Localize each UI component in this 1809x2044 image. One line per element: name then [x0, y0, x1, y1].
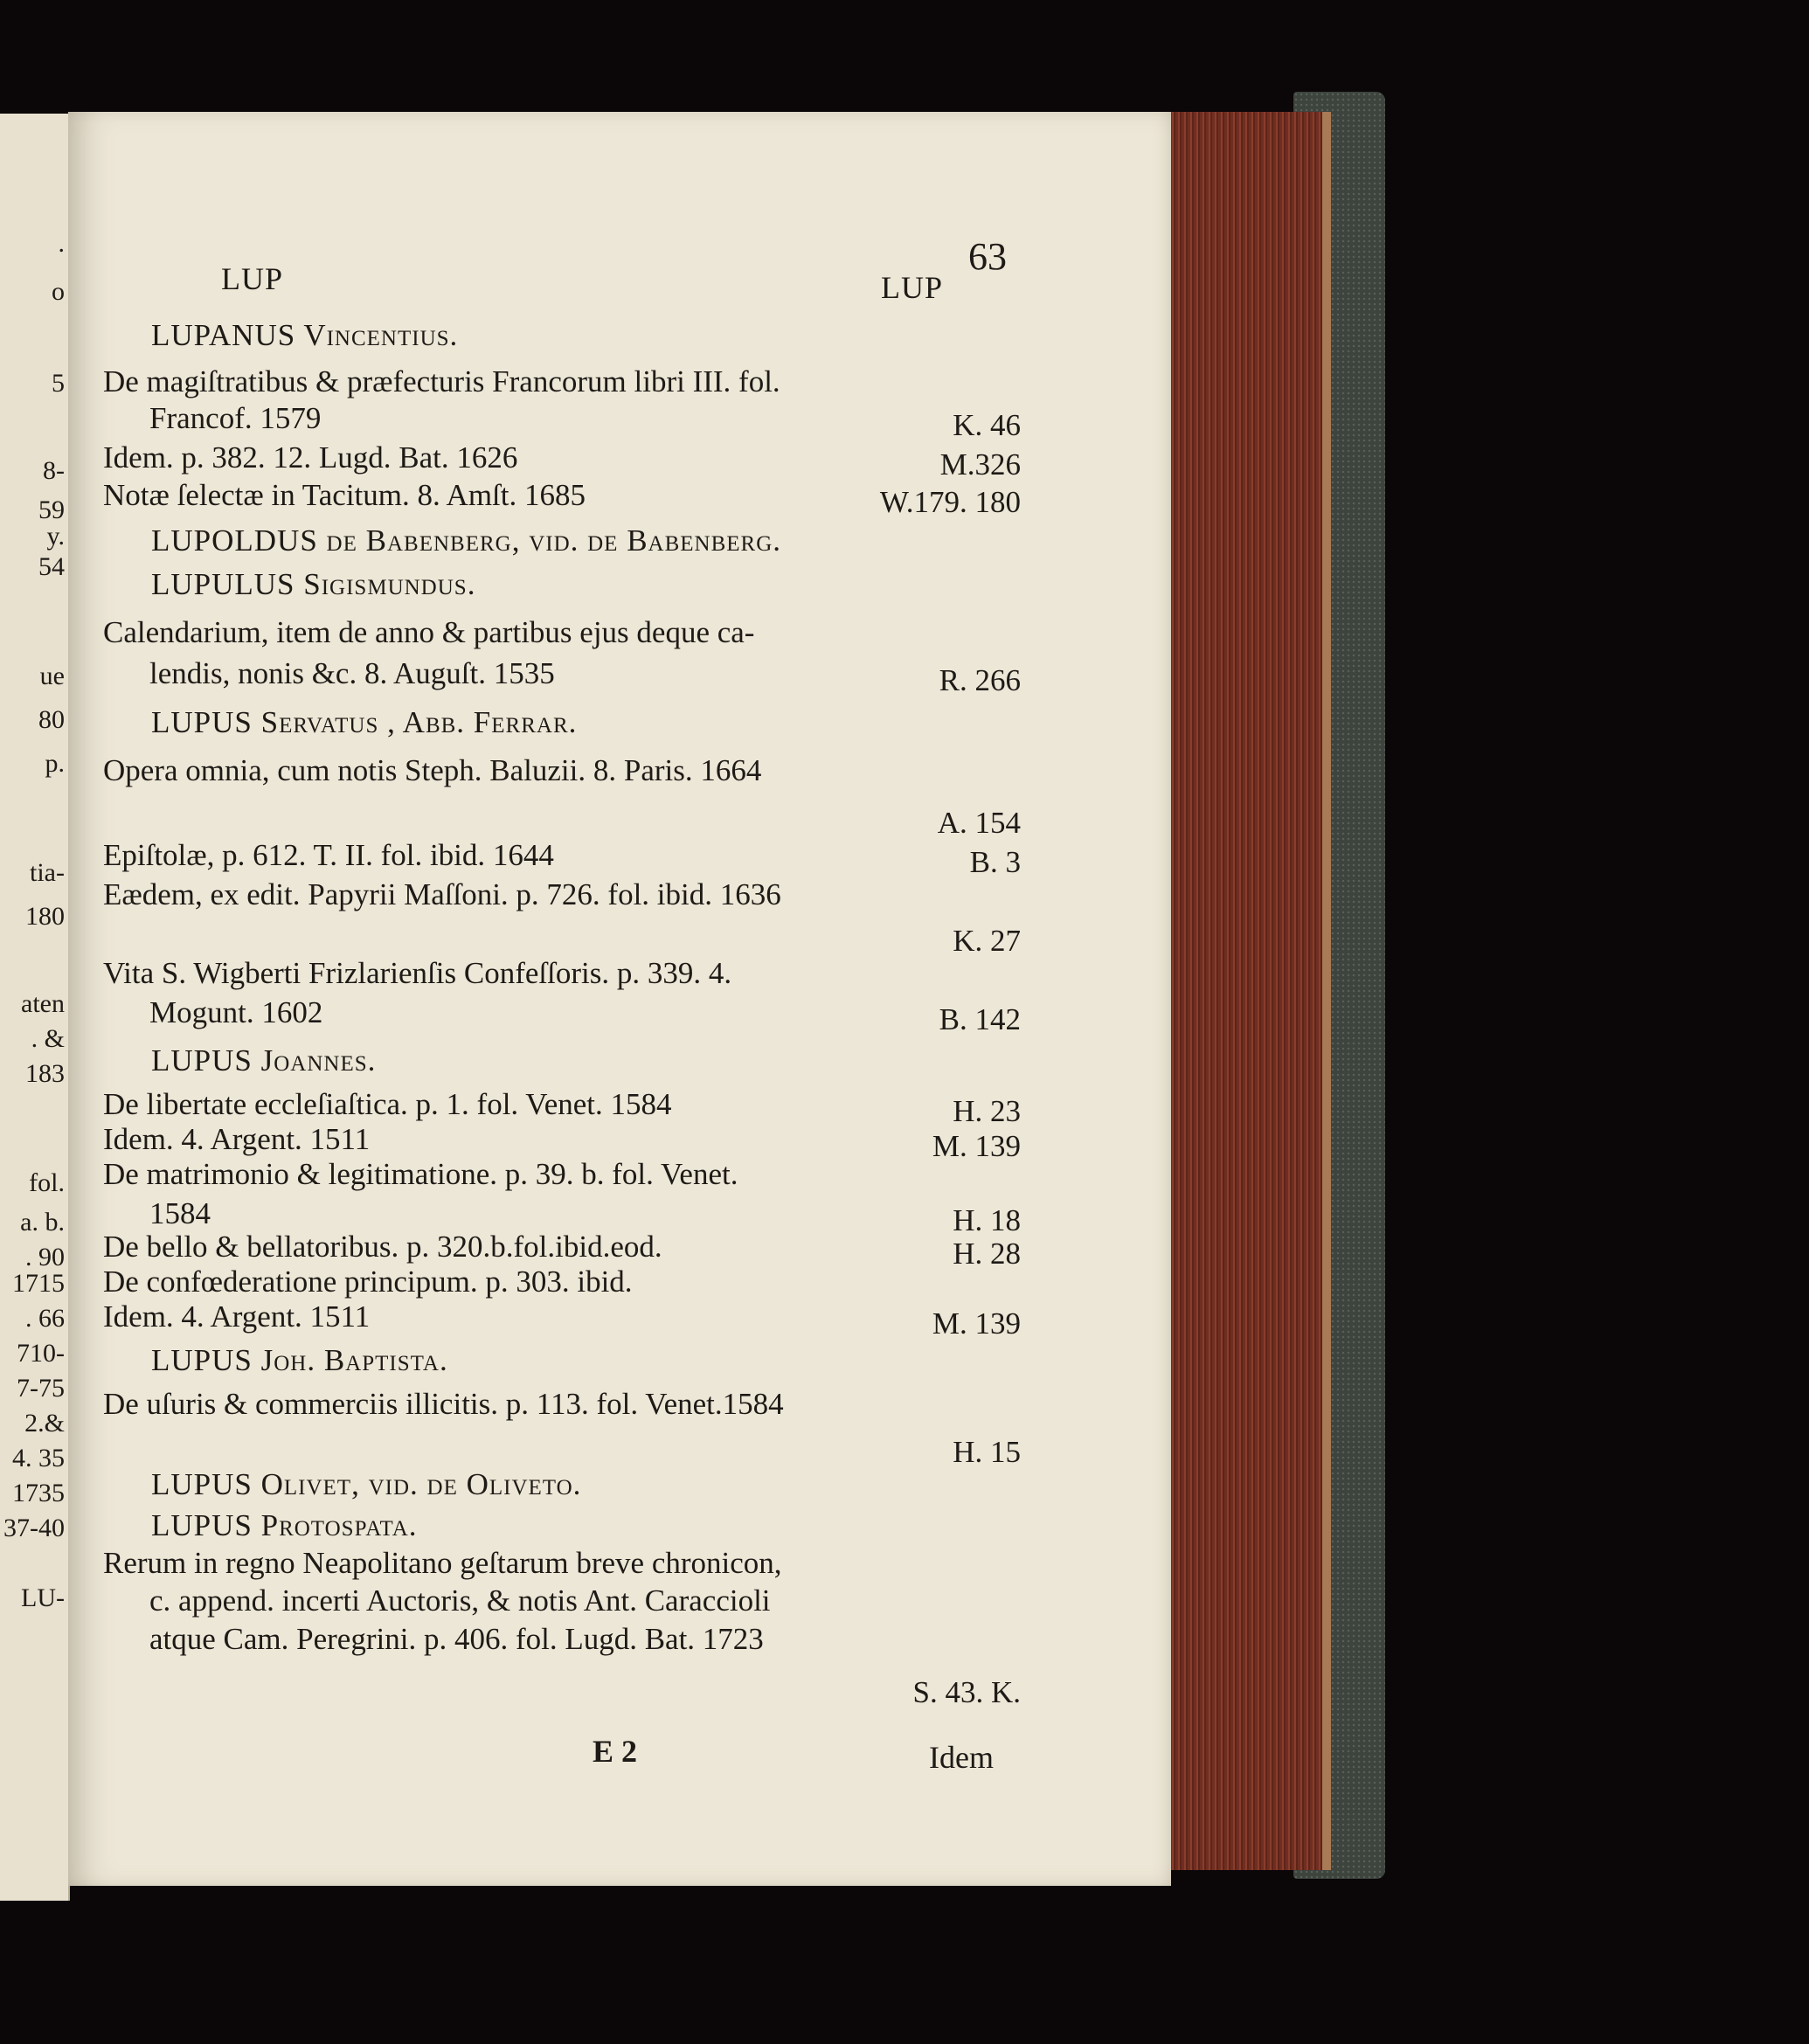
author-heading: LUPUS Olivet, vid. de Oliveto. — [151, 1467, 582, 1501]
author-heading: LUPUS Protoſpata. — [151, 1508, 418, 1542]
left-page-text-fragment: . 90 — [25, 1243, 65, 1271]
signature-mark: E 2 — [593, 1734, 638, 1769]
left-page-text-fragment: 1735 — [12, 1479, 65, 1507]
entry-line: Opera omnia, cum notis Steph. Baluzii. 8. Paris. 1664 — [103, 753, 762, 787]
left-page-text-fragment: 7-75 — [17, 1374, 65, 1403]
book-page — [68, 112, 1171, 1886]
left-page-text-fragment: 5 — [52, 369, 65, 398]
shelf-mark: W.179. 180 — [879, 485, 1021, 519]
left-page-text-fragment: 180 — [25, 902, 65, 931]
left-page-text-fragment: 80 — [38, 705, 65, 734]
shelf-mark: H. 23 — [953, 1094, 1021, 1128]
left-page-text-fragment: 37-40 — [3, 1514, 65, 1542]
author-heading: LUPUS Servatus , Abb. Ferrar. — [151, 705, 578, 739]
left-page-text-fragment: 59 — [38, 495, 65, 524]
entry-line: De libertate eccleſiaſtica. p. 1. fol. Venet. 1584 — [103, 1087, 672, 1121]
shelf-mark: H. 15 — [953, 1435, 1021, 1469]
left-page-text-fragment: 183 — [25, 1059, 65, 1088]
left-page-edge — [0, 114, 70, 1901]
left-page-text-fragment: 8- — [43, 456, 65, 485]
left-page-text-fragment: . & — [31, 1024, 65, 1053]
entry-line: Idem. p. 382. 12. Lugd. Bat. 1626 — [103, 440, 518, 475]
entry-line: Mogunt. 1602 — [149, 995, 323, 1029]
entry-line: Idem. 4. Argent. 1511 — [103, 1122, 371, 1156]
shelf-mark: S. 43. K. — [912, 1675, 1021, 1709]
shelf-mark: K. 27 — [953, 924, 1021, 958]
left-page-text-fragment: LU- — [21, 1583, 65, 1612]
entry-line: De bello & bellatoribus. p. 320.b.fol.ibid.eod. — [103, 1230, 662, 1264]
left-page-text-fragment: 4. 35 — [12, 1444, 65, 1472]
left-page-text-fragment: 2.& — [24, 1409, 65, 1438]
shelf-mark: H. 28 — [953, 1237, 1021, 1271]
page-number: 63 — [968, 235, 1007, 278]
left-page-text-fragment: fol. — [29, 1168, 65, 1197]
shelf-mark: H. 18 — [953, 1203, 1021, 1237]
page-fore-edge — [1169, 112, 1331, 1870]
author-heading: LUPUS Joh. Baptiſta. — [151, 1343, 448, 1377]
left-page-text-fragment: p. — [45, 749, 65, 778]
entry-line: Rerum in regno Neapolitano geſtarum breve chronicon, — [103, 1546, 782, 1580]
entry-line: De confœderatione principum. p. 303. ibid. — [103, 1265, 633, 1299]
shelf-mark: A. 154 — [937, 806, 1021, 840]
entry-line: c. append. incerti Auctoris, & notis Ant. Caraccioli — [149, 1583, 771, 1618]
entry-line: atque Cam. Peregrini. p. 406. fol. Lugd. Bat. 1723 — [149, 1622, 764, 1656]
entry-line: Epiſtolæ, p. 612. T. II. fol. ibid. 1644 — [103, 838, 554, 872]
left-page-text-fragment: . — [58, 229, 65, 258]
running-head-right: LUP — [881, 270, 944, 305]
entry-line: 1584 — [149, 1196, 211, 1230]
entry-line: Notæ ſelectæ in Tacitum. 8. Amſt. 1685 — [103, 478, 586, 512]
left-page-text-fragment: y. — [46, 522, 65, 551]
shelf-mark: M. 139 — [932, 1306, 1021, 1341]
entry-line: Vita S. Wigberti Frizlarienſis Confeſſoris. p. 339. 4. — [103, 956, 732, 990]
running-head-left: LUP — [221, 261, 284, 296]
shelf-mark: M. 139 — [932, 1129, 1021, 1163]
entry-line: Idem. 4. Argent. 1511 — [103, 1299, 371, 1334]
left-page-text-fragment: ue — [39, 662, 65, 690]
left-page-text-fragment: aten — [21, 989, 65, 1018]
left-page-text-fragment: . 66 — [25, 1304, 65, 1333]
left-page-text-fragment: 710- — [17, 1339, 65, 1368]
left-page-text-fragment: a. b. — [20, 1208, 65, 1237]
shelf-mark: K. 46 — [953, 408, 1021, 442]
shelf-mark: R. 266 — [939, 663, 1021, 697]
left-page-text-fragment: 1715 — [12, 1269, 65, 1298]
entry-line: lendis, nonis &c. 8. Auguſt. 1535 — [149, 656, 555, 690]
left-page-text-fragment: 54 — [38, 552, 65, 581]
entry-line: De magiſtratibus & præfecturis Francorum libri III. fol. — [103, 364, 780, 398]
entry-line: Eædem, ex edit. Papyrii Maſſoni. p. 726. fol. ibid. 1636 — [103, 877, 781, 911]
left-page-text-fragment: tia- — [30, 858, 65, 887]
left-page-text-fragment: o — [52, 277, 65, 306]
entry-line: Francof. 1579 — [149, 401, 322, 435]
entry-line: De uſuris & commerciis illicitis. p. 113. fol. Venet.1584 — [103, 1387, 784, 1421]
author-heading: LUPUS Joannes. — [151, 1043, 377, 1077]
author-heading: LUPOLDUS de Babenberg, vid. de Babenberg. — [151, 523, 782, 558]
author-heading: LUPANUS Vincentius. — [151, 318, 459, 352]
entry-line: Calendarium, item de anno & partibus ejus deque ca- — [103, 615, 755, 649]
shelf-mark: B. 3 — [969, 845, 1021, 879]
catchword: Idem — [929, 1740, 994, 1775]
shelf-mark: M.326 — [939, 447, 1021, 482]
shelf-mark: B. 142 — [939, 1002, 1021, 1036]
entry-line: De matrimonio & legitimatione. p. 39. b. fol. Venet. — [103, 1157, 738, 1191]
author-heading: LUPULUS Sigismundus. — [151, 567, 476, 601]
